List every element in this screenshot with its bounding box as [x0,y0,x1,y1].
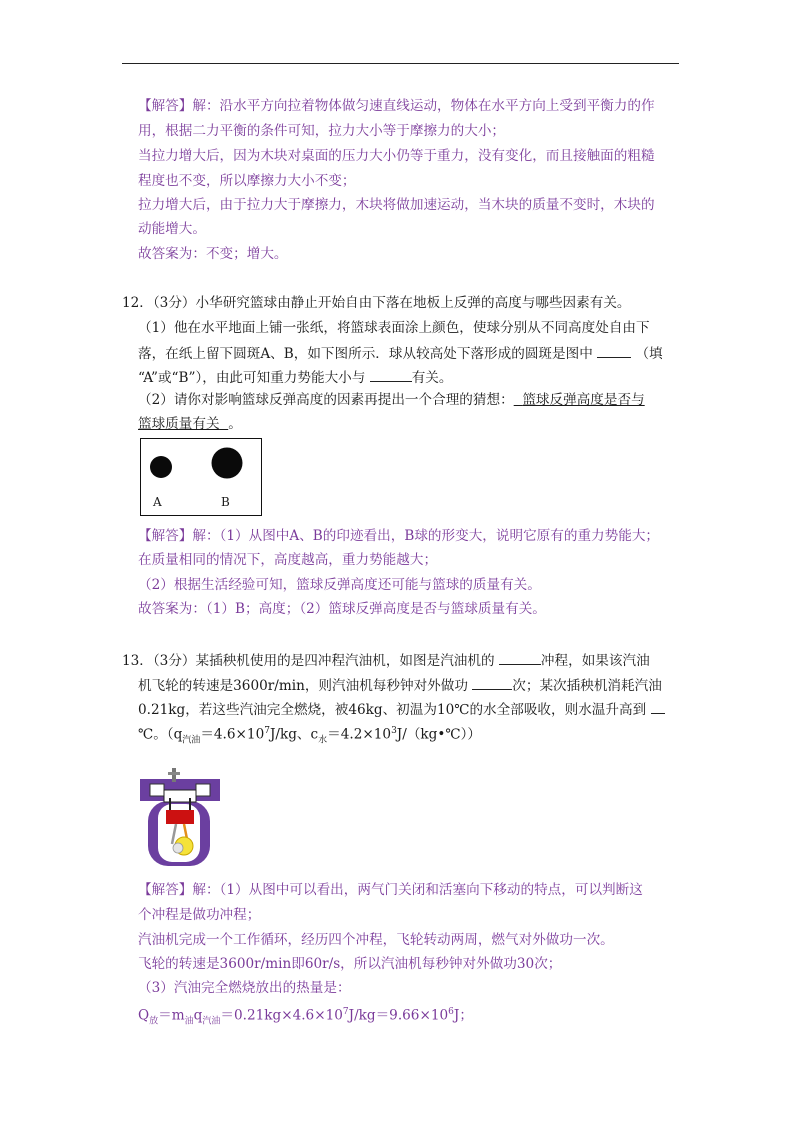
answer-12-line-1: 【解答】解：（1）从图中A、B的印迹看出，B球的形变大，说明它原有的重力势能大； [138,528,660,544]
answer-12-line-3: （2）根据生活经验可知，篮球反弹高度还可能与篮球的质量有关。 [138,577,541,593]
header-rule [122,63,679,64]
spot-a [150,456,172,478]
question-12-line-4: “A”或“B”），由此可知重力势能大小与 有关。 [138,367,452,387]
answer-blank [499,650,541,665]
engine-diagram [140,768,220,872]
answer-blank [597,343,631,358]
answer-blank [651,699,665,714]
answer-11-line-7: 故答案为：不变；增大。 [138,246,288,262]
answer-tag: 【解答】 [138,98,193,114]
answer-11-line-4: 程度也不变，所以摩擦力大小不变； [138,173,356,189]
answer-11-line-5: 拉力增大后，由于拉力大于摩擦力，木块将做加速运动，当木块的质量不变时，木块的 [138,197,655,213]
answer-13-line-5: （3）汽油完全燃烧放出的热量是： [138,980,351,996]
answer-tag: 【解答】 [138,882,193,898]
answer-13-line-6: $Q_放=m_油q_{汽油}=0.21kg\times 4.6\times 10^7J/kg=9.66\times 10^6J$； [138,1007,473,1027]
spot-b-label: B [221,495,230,509]
answer-11-line-1: 【解答】解：沿水平方向拉着物体做匀速直线运动，物体在水平方向上受到平衡力的作 [138,98,655,114]
question-13-line-3: 0.21kg，若这些汽油完全燃烧，被46kg、初温为10℃的水全部吸收，则水温升高到 [138,699,665,719]
question-13-stem: 13．（3分）某插秧机使用的是四冲程汽油机，如图是汽油机的 冲程，如果该汽油 [122,650,650,670]
filled-answer: 篮球反弹高度是否与 [522,392,645,408]
answer-13-line-3: 汽油机完成一个工作循环，经历四个冲程，飞轮转动两周，燃气对外做功一次。 [138,932,614,948]
answer-12-line-4: 故答案为：（1）B；高度；（2）篮球反弹高度是否与篮球质量有关。 [138,601,546,617]
answer-11-line-3: 当拉力增大后，因为木块对桌面的压力大小仍等于重力，没有变化，而且接触面的粗糙 [138,148,655,164]
question-12-line-6: 篮球质量有关 。 [138,416,242,432]
spot-a-label: A [153,495,162,509]
question-12-line-3: 落，在纸上留下圆斑A、B，如下图所示．球从较高处下落形成的圆斑是图中 （填 [138,343,663,363]
answer-tag: 【解答】 [138,528,193,544]
answer-11-line-6: 动能增大。 [138,221,206,237]
question-12-line-5: （2）请你对影响篮球反弹高度的因素再提出一个合理的猜想： 篮球反弹高度是否与 [138,392,645,408]
answer-blank [370,367,412,382]
answer-11-line-2: 用，根据二力平衡的条件可知，拉力大小等于摩擦力的大小； [138,123,506,139]
gasoline-engine-icon [140,768,220,868]
question-13-line-4: ℃。（$q_{汽油}=4.6\times 10^7J/kg$、$c_水=4.2\times 10^3J/(kg•℃)$） [138,726,481,746]
answer-12-line-2: 在质量相同的情况下，高度越高，重力势能越大； [138,552,438,568]
spot-b [212,448,243,479]
answer-13-line-4: 飞轮的转速是3600r/min即60r/s，所以汽油机每秒钟对外做功30次； [138,956,562,972]
spots-figure [140,438,262,516]
answer-blank [472,675,512,690]
question-13-line-2: 机飞轮的转速是3600r/min，则汽油机每秒钟对外做功 次；某次插秧机消耗汽油 [138,675,662,695]
answer-13-line-2: 个冲程是做功冲程； [138,907,261,923]
question-12-line-2: （1）他在水平地面上铺一张纸，将篮球表面涂上颜色，使球分别从不同高度处自由下 [138,320,650,336]
filled-answer: 篮球质量有关 [138,416,220,432]
question-12-stem: 12．（3分）小华研究篮球由静止开始自由下落在地板上反弹的高度与哪些因素有关。 [122,295,631,311]
answer-13-line-1: 【解答】解：（1）从图中可以看出，两气门关闭和活塞向下移动的特点，可以判断这 [138,882,643,898]
